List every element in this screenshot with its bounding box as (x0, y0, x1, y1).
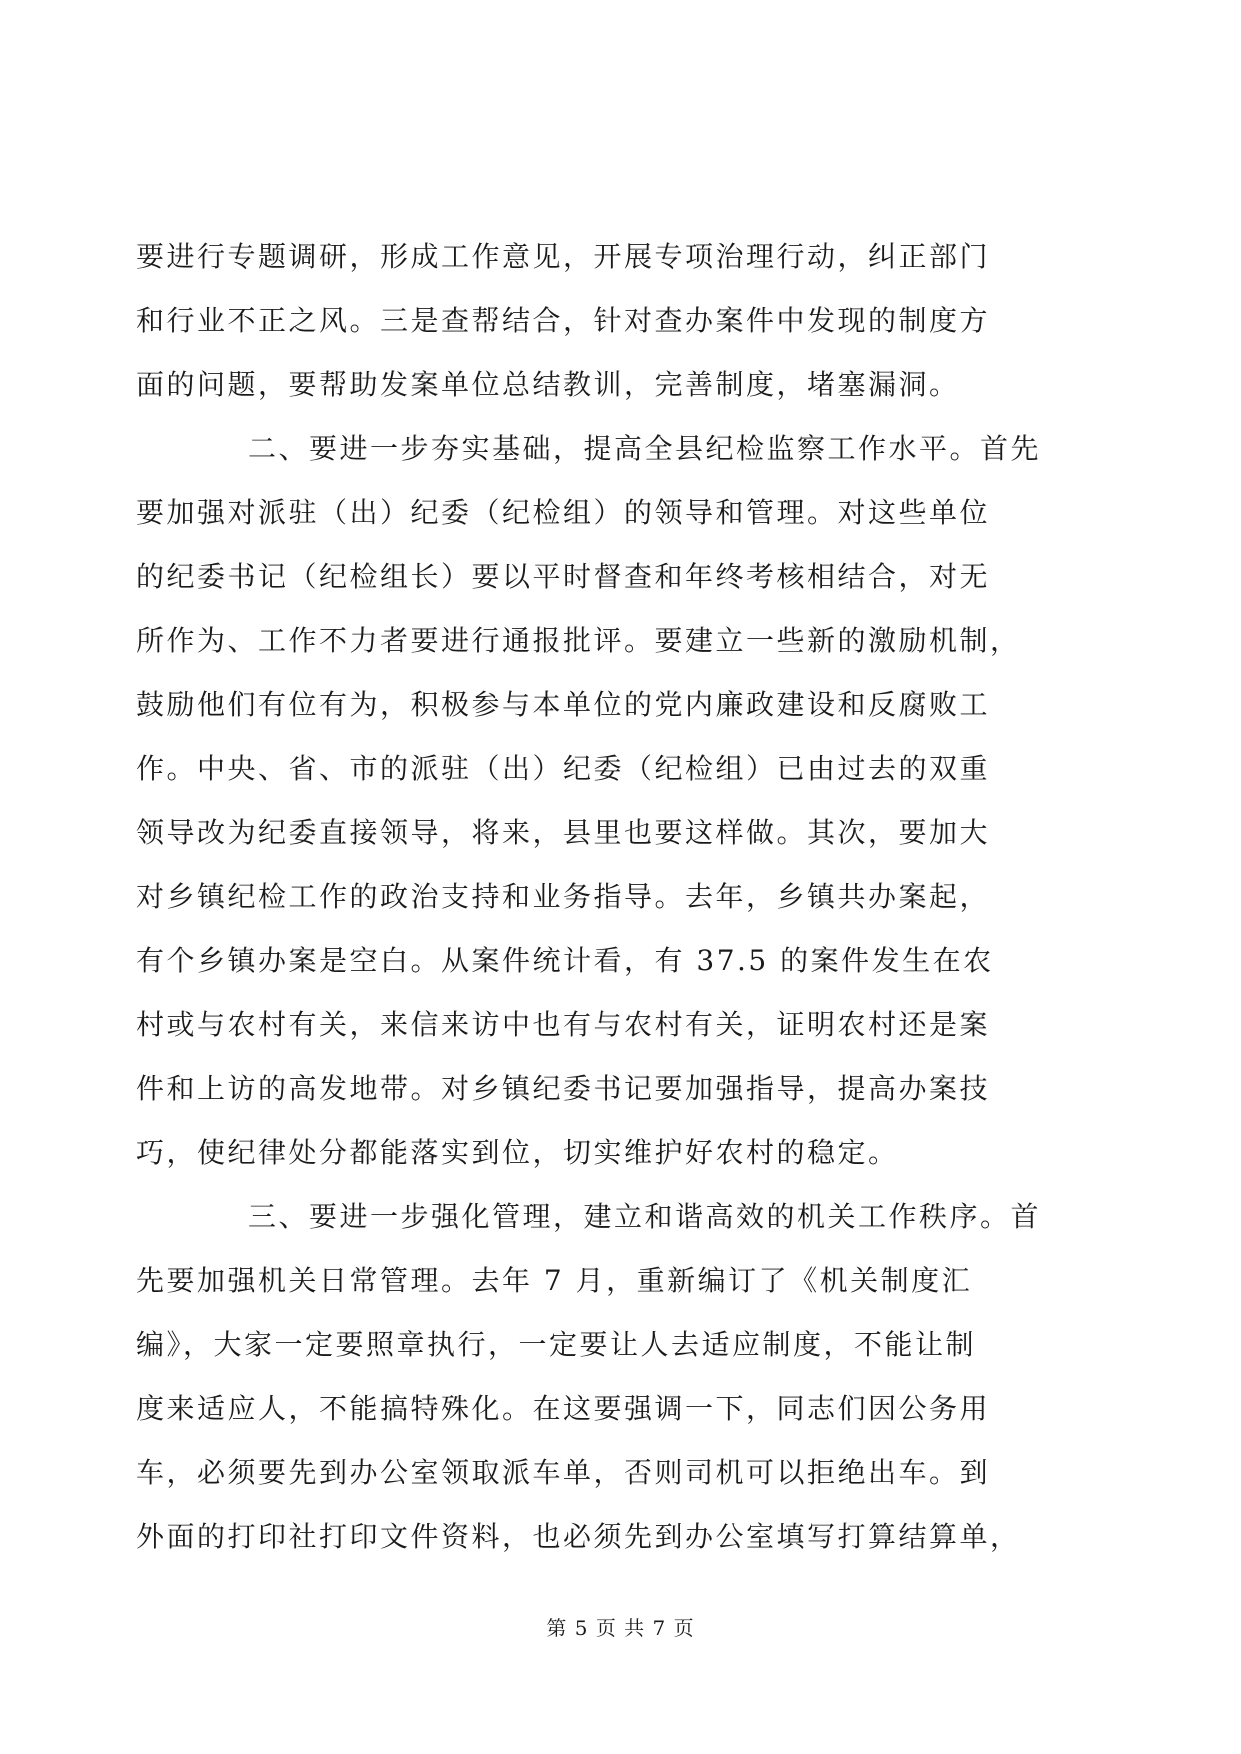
text-line: 要加强对派驻（出）纪委（纪检组）的领导和管理。对这些单位 (136, 496, 991, 529)
text-line: 外面的打印社打印文件资料，也必须先到办公室填写打算结算单， (136, 1520, 1021, 1553)
text-line: 所作为、工作不力者要进行通报批评。要建立一些新的激励机制， (136, 624, 1021, 657)
paragraph-start-line: 三、要进一步强化管理，建立和谐高效的机关工作秩序。首 (248, 1200, 1042, 1233)
body-text (136, 225, 1136, 1569)
text-line: 件和上访的高发地带。对乡镇纪委书记要加强指导，提高办案技 (136, 1072, 991, 1105)
text-line: 巧，使纪律处分都能落实到位，切实维护好农村的稳定。 (136, 1136, 899, 1169)
text-line: 先要加强机关日常管理。去年 7 月，重新编订了《机关制度汇 (136, 1264, 973, 1297)
text-line: 有个乡镇办案是空白。从案件统计看，有 37.5 的案件发生在农 (136, 944, 994, 977)
page-number-footer: 第 5 页 共 7 页 (546, 1616, 695, 1640)
text-line: 和行业不正之风。三是查帮结合，针对查办案件中发现的制度方 (136, 304, 991, 337)
text-line: 车，必须要先到办公室领取派车单，否则司机可以拒绝出车。到 (136, 1456, 991, 1489)
text-line: 度来适应人，不能搞特殊化。在这要强调一下，同志们因公务用 (136, 1392, 991, 1425)
text-line: 作。中央、省、市的派驻（出）纪委（纪检组）已由过去的双重 (136, 752, 991, 785)
text-line: 要进行专题调研，形成工作意见，开展专项治理行动，纠正部门 (136, 240, 991, 273)
text-line: 面的问题，要帮助发案单位总结教训，完善制度，堵塞漏洞。 (136, 368, 960, 401)
text-line: 对乡镇纪检工作的政治支持和业务指导。去年，乡镇共办案起， (136, 880, 991, 913)
text-line: 的纪委书记（纪检组长）要以平时督查和年终考核相结合，对无 (136, 560, 991, 593)
text-line: 领导改为纪委直接领导，将来，县里也要这样做。其次，要加大 (136, 816, 991, 849)
text-line: 村或与农村有关，来信来访中也有与农村有关，证明农村还是案 (136, 1008, 991, 1041)
text-line: 编》，大家一定要照章执行，一定要让人去适应制度，不能让制 (136, 1328, 977, 1361)
text-line: 鼓励他们有位有为，积极参与本单位的党内廉政建设和反腐败工 (136, 688, 991, 721)
paragraph-start-line: 二、要进一步夯实基础，提高全县纪检监察工作水平。首先 (248, 432, 1042, 465)
